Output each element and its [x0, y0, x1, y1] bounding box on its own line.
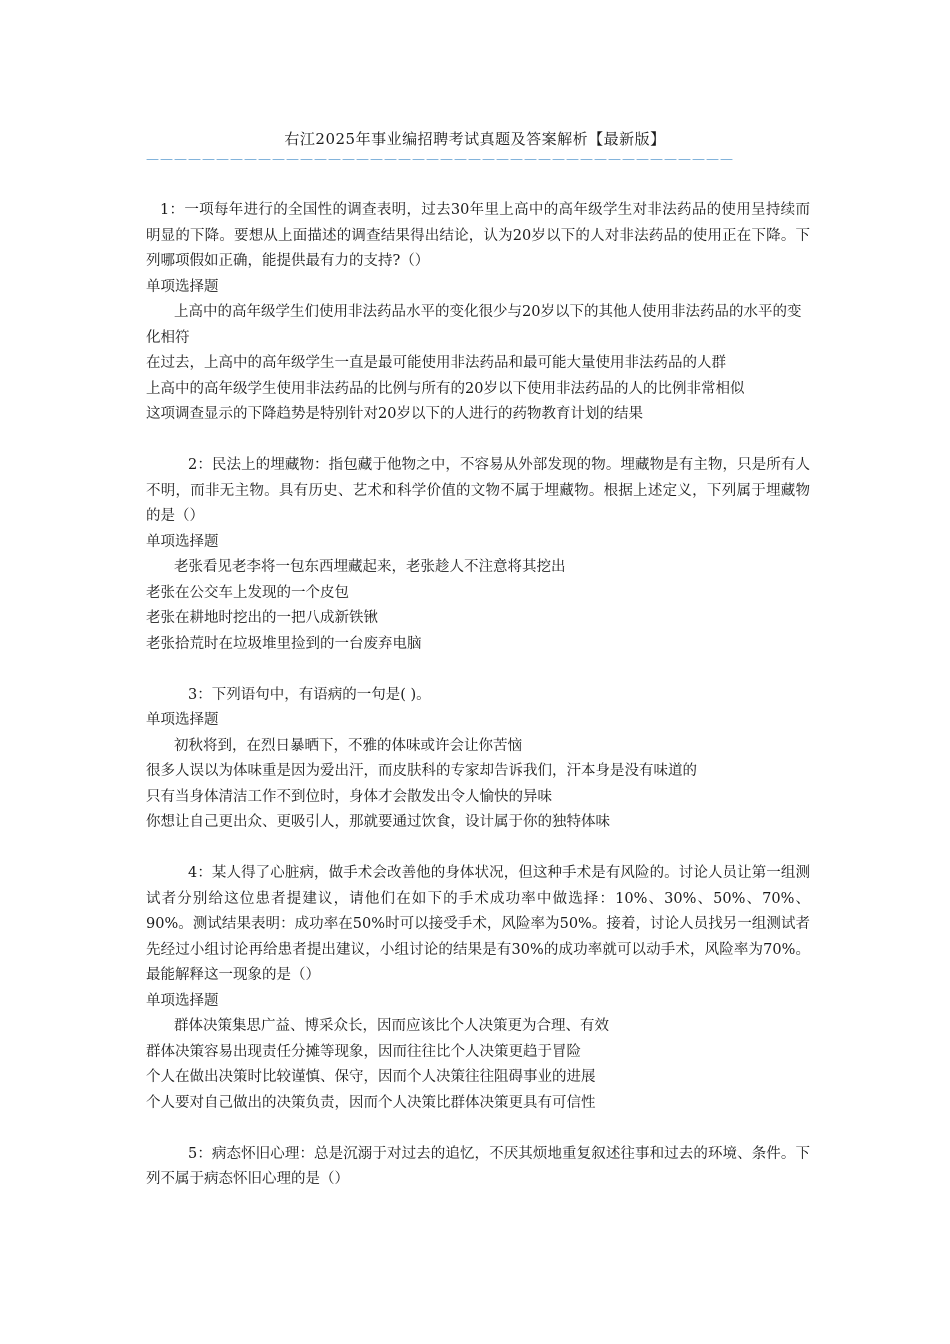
- question-2: [146, 453, 810, 657]
- option-a: 老张看见老李将一包东西埋藏起来，老张趁人不注意将其挖出: [174, 559, 566, 575]
- option-d: 你想让自己更出众、更吸引人，那就要通过饮食，设计属于你的独特体味: [146, 814, 610, 830]
- option-d: 个人要对自己做出的决策负责，因而个人决策比群体决策更具有可信性: [146, 1094, 596, 1111]
- question-list: [146, 198, 810, 1218]
- option-a: 初秋将到，在烈日暴晒下，不雅的体味或许会让你苦恼: [174, 737, 522, 754]
- document-title: 右江2025年事业编招聘考试真题及答案解析【最新版】: [284, 130, 666, 148]
- question-3: [146, 683, 810, 836]
- option-b: 群体决策容易出现责任分摊等现象，因而往往比个人决策更趋于冒险: [146, 1043, 581, 1060]
- question-stem: 1：一项每年进行的全国性的调查表明，过去30年里上高中的高年级学生对非法药品的使用呈持续而明显的下降。要想从上面描述的调查结果得出结论，认为20岁以下的人对非法药品的使用正在下降。下列哪项假如正确，能提供最有力的支持?（）: [146, 202, 810, 269]
- question-type: 单项选择题: [146, 712, 219, 728]
- option-b: 在过去，上高中的高年级学生一直是最可能使用非法药品和最可能大量使用非法药品的人群: [146, 355, 726, 371]
- question-type: 单项选择题: [146, 533, 219, 550]
- option-c: 只有当身体清洁工作不到位时，身体才会散发出令人愉快的异味: [146, 788, 552, 805]
- question-stem: 4：某人得了心脏病，做手术会改善他的身体状况，但这种手术是有风险的。讨论人员让第一组测试者分别给这位患者提建议，请他们在如下的手术成功率中做选择：10%、30%、50%、70%、90%。测试结果表明：成功率在50%时可以接受手术，风险率为50%。接着，讨论人员找另一组测试者先经过小组讨论再给患者提出建议，小组讨论的结果是有30%的成功率就可以动手术，风险率为70%。最能解释这一现象的是（）: [146, 865, 810, 983]
- option-d: 老张拾荒时在垃圾堆里捡到的一台废弃电脑: [146, 635, 422, 652]
- title-divider: ——————————————————————————————————————————: [146, 152, 734, 166]
- option-b: 老张在公交车上发现的一个皮包: [146, 584, 349, 601]
- option-c: 老张在耕地时挖出的一把八成新铁锹: [146, 610, 378, 626]
- option-d: 这项调查显示的下降趋势是特别针对20岁以下的人进行的药物教育计划的结果: [146, 406, 643, 422]
- question-stem: 5：病态怀旧心理：总是沉溺于对过去的追忆，不厌其烦地重复叙述往事和过去的环境、条件。下列不属于病态怀旧心理的是（）: [146, 1145, 810, 1187]
- option-b: 很多人误以为体味重是因为爱出汗，而皮肤科的专家却告诉我们，汗本身是没有味道的: [146, 763, 697, 779]
- option-c: 上高中的高年级学生使用非法药品的比例与所有的20岁以下使用非法药品的人的比例非常相似: [146, 380, 745, 397]
- question-4: [146, 861, 810, 1116]
- question-type: 单项选择题: [146, 992, 219, 1009]
- option-a: 上高中的高年级学生们使用非法药品水平的变化很少与20岁以下的其他人使用非法药品的水平的变化相符: [146, 304, 802, 346]
- option-c: 个人在做出决策时比较谨慎、保守，因而个人决策往往阻碍事业的进展: [146, 1069, 596, 1085]
- question-5: [146, 1142, 810, 1193]
- question-stem: 2：民法上的埋藏物：指包藏于他物之中，不容易从外部发现的物。埋藏物是有主物，只是所有人不明，而非无主物。具有历史、艺术和科学价值的文物不属于埋藏物。根据上述定义，下列属于埋藏物的是（）: [146, 457, 810, 524]
- question-type: 单项选择题: [146, 278, 219, 295]
- option-a: 群体决策集思广益、博采众长，因而应该比个人决策更为合理、有效: [174, 1018, 609, 1034]
- question-stem: 3：下列语句中，有语病的一句是( )。: [188, 686, 431, 703]
- question-1: [146, 198, 810, 428]
